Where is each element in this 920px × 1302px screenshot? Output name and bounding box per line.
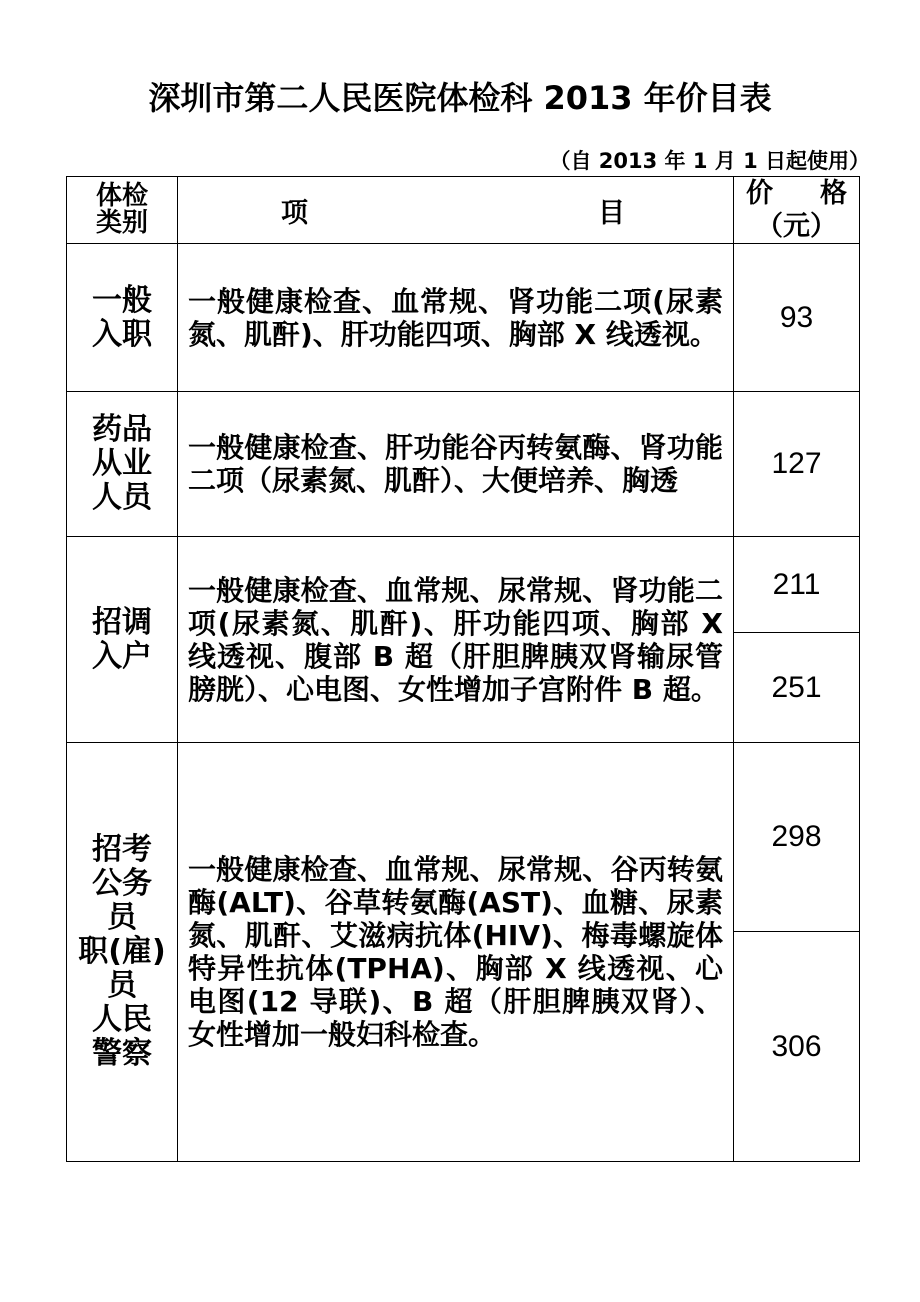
category-cell [67, 244, 178, 392]
items-cell: 一般健康检查、肝功能谷丙转氨酶、肾功能二项（尿素氮、肌酐）、大便培养、胸透 [178, 392, 734, 537]
category-line: 员 [107, 900, 137, 935]
category-line: 入户 [92, 638, 152, 674]
category-line: 员 [107, 968, 137, 1003]
header-items-left: 项 [281, 197, 308, 229]
table-row [67, 537, 860, 633]
table-row [67, 743, 860, 932]
price-cell: 211 [734, 537, 860, 633]
price-cell: 306 [734, 932, 860, 1162]
category-line: 入职 [92, 316, 152, 352]
header-category-line: 体检 [95, 181, 148, 211]
items-cell: 一般健康检查、血常规、尿常规、肾功能二项(尿素氮、肌酐)、肝功能四项、胸部 X 线透视、腹部 B 超（肝胆脾胰双肾输尿管膀胱）、心电图、女性增加子宫附件 B 超。 [178, 537, 734, 743]
header-items [178, 177, 734, 244]
category-line: 一般 [92, 282, 152, 318]
category-cell [67, 743, 178, 1162]
category-line: 公务 [92, 866, 152, 901]
header-items-right: 目 [598, 197, 625, 229]
effective-date-note: （自 2013 年 1 月 1 日起使用） [549, 149, 870, 173]
header-price-left: 价 [746, 178, 773, 209]
price-cell: 93 [734, 244, 860, 392]
category-line: 从业 [92, 446, 152, 481]
header-category-line: 类别 [95, 208, 148, 238]
table-row [67, 244, 860, 392]
category-cell [67, 392, 178, 537]
price-cell: 298 [734, 743, 860, 932]
price-cell: 127 [734, 392, 860, 537]
header-price [734, 177, 860, 244]
header-category [67, 177, 178, 244]
category-line: 药品 [92, 412, 152, 447]
price-table [66, 176, 860, 1162]
header-price-right: 格 [820, 178, 847, 209]
category-line: 警察 [92, 1036, 152, 1071]
category-line: 人民 [92, 1002, 152, 1037]
items-cell: 一般健康检查、血常规、肾功能二项(尿素氮、肌酐)、肝功能四项、胸部 X 线透视。 [178, 244, 734, 392]
category-cell [67, 537, 178, 743]
category-line: 人员 [92, 480, 152, 515]
page-title: 深圳市第二人民医院体检科 2013 年价目表 [148, 79, 772, 117]
header-price-unit: （元） [756, 211, 837, 242]
category-line: 招考 [92, 832, 152, 867]
items-cell: 一般健康检查、血常规、尿常规、谷丙转氨酶(ALT)、谷草转氨酶(AST)、血糖、尿素氮、肌酐、艾滋病抗体(HIV)、梅毒螺旋体特异性抗体(TPHA)、胸部 X 线透视、心电图(12 导联)、B 超（肝胆脾胰双肾）、女性增加一般妇科检查。 [178, 743, 734, 1162]
table-header-row [67, 177, 860, 244]
category-line: 职(雇) [78, 934, 166, 969]
price-cell: 251 [734, 633, 860, 743]
category-line: 招调 [92, 604, 152, 640]
table-row [67, 392, 860, 537]
